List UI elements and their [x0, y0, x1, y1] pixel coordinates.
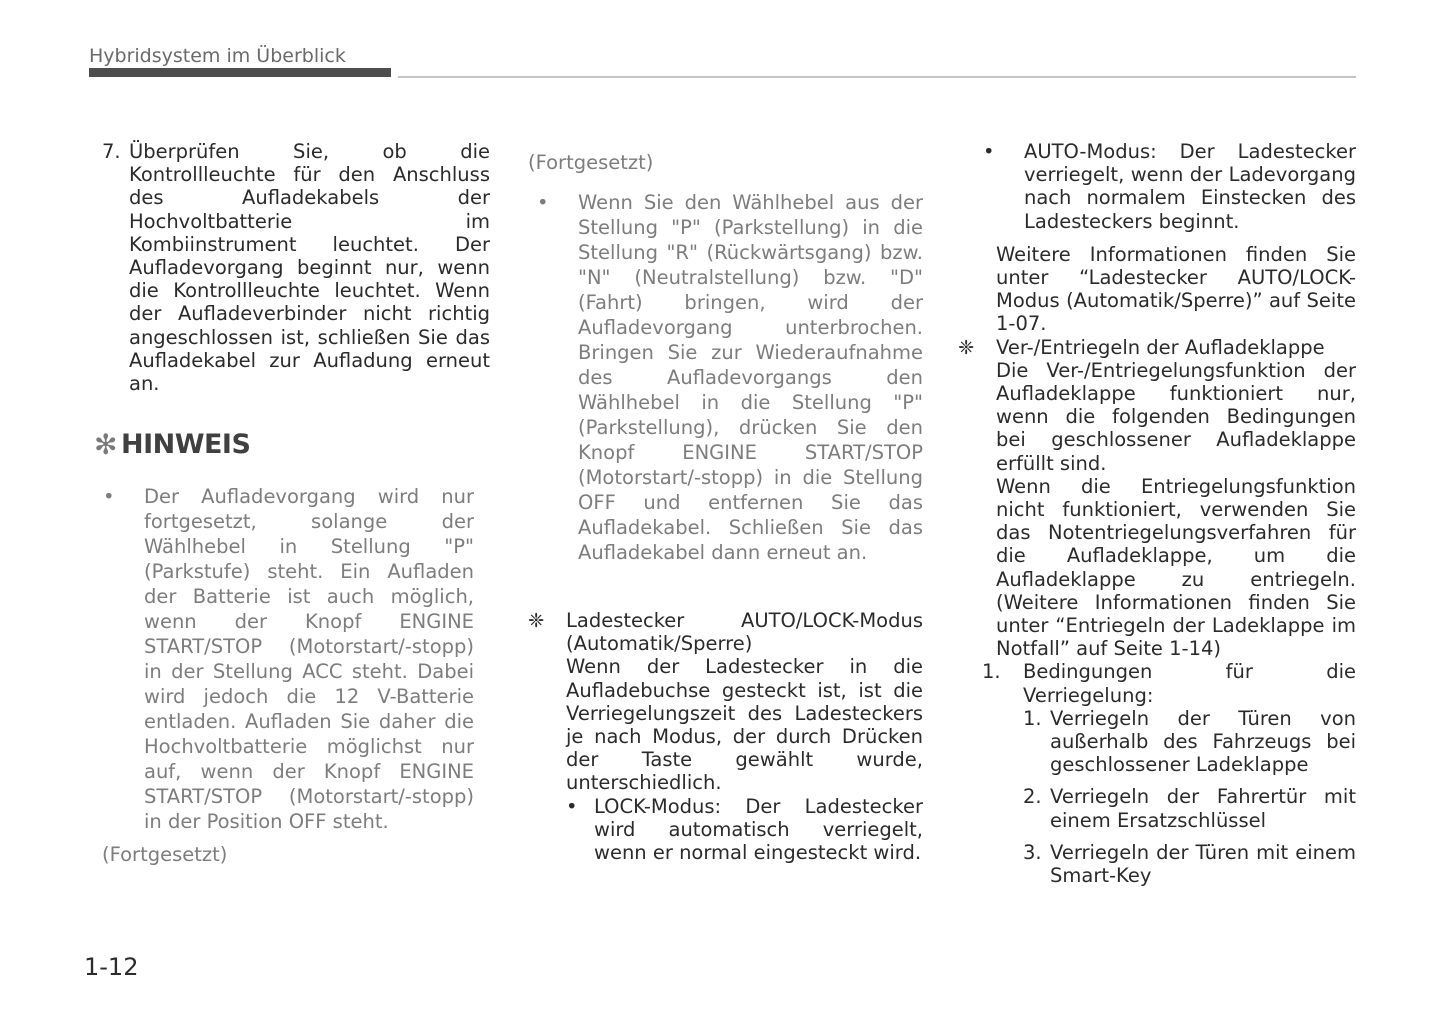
step-7 — [102, 140, 490, 395]
header-accent-bar — [89, 68, 391, 77]
bullet-dot: • — [566, 794, 578, 818]
section-text-emergency: Wenn die Entriegelungsfunktion nicht funktioniert, verwenden Sie das Notentriegelungsverfahren für die Aufladeklappe, um die Aufladeklappe zu entriegeln. (Weitere Informationen finden Sie unter “Entriegeln der Ladeklappe im Notfall” auf Seite 1-14) — [996, 474, 1356, 661]
list-item — [1023, 707, 1356, 777]
section-charging-flap-lock — [958, 336, 1356, 661]
lock-mode-text: LOCK-Modus: Der Ladestecker wird automatisch verriegelt, wenn er normal eingesteckt wird. — [594, 794, 923, 865]
list-item-text: Verriegeln der Türen von außerhalb des Fahrzeugs bei geschlossener Ladeklappe — [1050, 706, 1356, 777]
column-right — [958, 140, 1356, 887]
star-icon: ❈ — [958, 335, 975, 359]
note-block — [102, 484, 474, 867]
bullet-dot: • — [537, 191, 549, 214]
section-title: Ladestecker AUTO/LOCK-Modus (Automatik/Sperre) — [566, 609, 923, 656]
note-text: Wenn Sie den Wählhebel aus der Stellung "P" (Parkstellung) in die Stellung "R" (Rückwärtsgang) bzw. "N" (Neutralstellung) bzw. "D" (Fahrt) bringen, wird der Aufladevorgang unterbrochen. Bringen Sie zur Wiederaufnahme des Aufladevorgangs den Wählhebel in die Stellung "P" (Parkstellung), drücken Sie den Knopf ENGINE START/STOP (Motorstart/-stopp) in die Stellung OFF und entfernen Sie das Aufladekabel. Schließen Sie das Aufladekabel dann erneut an. — [578, 191, 923, 564]
auto-mode-text: AUTO-Modus: Der Ladestecker verriegelt, wenn der Ladevorgang nach normalem Einstecken des Ladesteckers beginnt. — [1024, 140, 1356, 233]
condition-title: Bedingungen für die Verriegelung: — [1023, 660, 1356, 707]
list-number: 3. — [1023, 840, 1042, 864]
section-text-conditions: Die Ver-/Entriegelungsfunktion der Aufladeklappe funktioniert nur, wenn die folgenden Bedingungen bei geschlossener Aufladeklappe erfüllt sind. — [996, 358, 1356, 475]
condition-list — [982, 660, 1356, 887]
bullet-dot: • — [103, 485, 115, 509]
list-number: 1. — [982, 660, 1001, 684]
step-number: 7. — [102, 140, 121, 163]
section-charging-plug-mode — [528, 609, 923, 864]
list-number: 1. — [1023, 706, 1042, 730]
note-block-continued — [528, 150, 923, 565]
column-left — [94, 140, 490, 867]
note-text: Der Aufladevorgang wird nur fortgesetzt, solange der Wählhebel in Stellung "P" (Parkstufe) steht. Ein Aufladen der Batterie ist auch möglich, wenn der Knopf ENGINE START/STOP (Motorstart/-stopp) in der Stellung ACC steht. Dabei wird jedoch die 12 V-Batterie entladen. Aufladen Sie daher die Hochvoltbatterie möglichst nur auf, wenn der Knopf ENGINE START/STOP (Motorstart/-stopp) in der Position OFF steht. — [144, 485, 474, 834]
list-item-text: Verriegeln der Türen mit einem Smart-Key — [1050, 840, 1356, 888]
section-title: Ver-/Entriegeln der Aufladeklappe — [996, 335, 1325, 359]
lock-mode-item — [566, 795, 923, 865]
auto-mode-item — [958, 140, 1356, 233]
continued-label: (Fortgesetzt) — [528, 151, 654, 174]
list-item-text: Verriegeln der Fahrertür mit einem Ersatzschlüssel — [1050, 785, 1356, 832]
hinweis-heading — [94, 428, 490, 462]
list-number: 2. — [1023, 785, 1042, 809]
page-number: 1-12 — [84, 953, 139, 981]
step-text: Überprüfen Sie, ob die Kontrollleuchte für den Anschluss des Aufladekabels der Hochvoltbatterie im Kombiinstrument leuchtet. Der Aufladevorgang beginnt nur, wenn die Kontrollleuchte leuchtet. Wenn der Aufladeverbinder nicht richtig angeschlossen ist, schließen Sie das Aufladekabel zur Aufladung erneut an. — [129, 140, 490, 396]
asterisk-icon: ✻ — [94, 428, 117, 462]
header-divider-line — [398, 76, 1356, 78]
note-item — [102, 484, 474, 834]
more-info-text: Weitere Informationen finden Sie unter “Ladestecker AUTO/LOCK-Modus (Automatik/Sperre)” auf Seite 1-07. — [996, 242, 1356, 336]
continued-label: (Fortgesetzt) — [102, 843, 228, 867]
list-item — [1023, 785, 1356, 831]
bullet-dot: • — [983, 140, 995, 163]
section-header-title: Hybridsystem im Überblick — [89, 45, 346, 67]
list-item — [1023, 841, 1356, 887]
hinweis-title: HINWEIS — [120, 429, 251, 461]
section-text: Wenn der Ladestecker in die Aufladebuchse gesteckt ist, ist die Verriegelungszeit des Ladesteckers je nach Modus, der durch Drücken der Taste gewählt wurde, unterschiedlich. — [566, 655, 923, 795]
column-middle — [528, 150, 923, 864]
note-item — [528, 190, 923, 565]
star-icon: ❈ — [528, 609, 545, 632]
